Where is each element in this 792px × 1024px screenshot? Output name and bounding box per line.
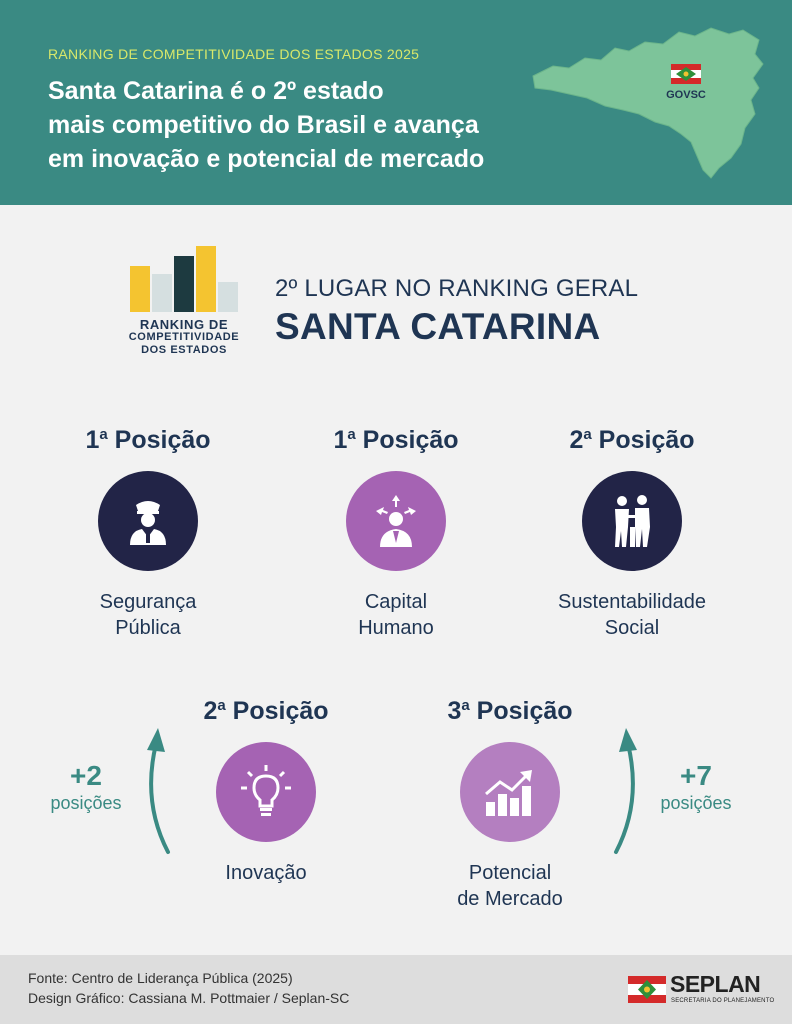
brand-subtitle: SECRETARIA DO PLANEJAMENTO (671, 998, 775, 1004)
design-credit: Design Gráfico: Cassiana M. Pottmaier / Seplan-SC (28, 990, 350, 1006)
bar-chart-logo-icon (128, 244, 240, 314)
logo-bar (174, 256, 194, 312)
brand-name: SEPLAN (670, 971, 761, 997)
logo-bar (218, 282, 238, 312)
category-seguranca-publica (38, 426, 258, 641)
ranking-logo (124, 240, 244, 360)
sc-flag-icon (628, 976, 666, 1003)
category-sustentabilidade-social (522, 426, 742, 641)
header-banner (0, 0, 792, 205)
headline-line: em inovação e potencial de mercado (48, 145, 485, 173)
logo-bar (196, 246, 216, 312)
category-label: Sustentabilidade Social (558, 591, 706, 639)
position-heading: 3$^a$ Posição (447, 697, 573, 725)
people-helping-icon (582, 471, 682, 571)
delta-value: +7 (680, 760, 712, 791)
map-badge: GOVSC (666, 89, 706, 101)
headline-line: Santa Catarina é o 2º estado (48, 77, 384, 105)
logo-line: DOS ESTADOS (141, 344, 227, 356)
category-label: Capital Humano (358, 591, 434, 639)
credits (28, 968, 349, 1008)
logo-line: RANKING DE (139, 317, 229, 332)
headline-line: mais competitivo do Brasil e avança (48, 111, 479, 139)
header-kicker: RANKING DE COMPETITIVIDADE DOS ESTADOS 2025 (48, 46, 420, 62)
inovacao-delta (36, 760, 136, 814)
ranking-subtitle: 2º LUGAR NO RANKING GERAL (275, 275, 639, 302)
category-potencial-de-mercado (400, 697, 620, 912)
mercado-delta (646, 760, 746, 814)
logo-bar (152, 274, 172, 312)
footer (0, 955, 792, 1024)
police-officer-icon (98, 471, 198, 571)
logo-line: COMPETITIVIDADE (128, 331, 240, 343)
logo-text (124, 318, 244, 357)
category-capital-humano (286, 426, 506, 641)
delta-word: posições (50, 793, 122, 813)
category-label: Segurança Pública (99, 591, 197, 639)
position-heading: 2$^a$ Posição (569, 426, 695, 454)
source-credit: Fonte: Centro de Liderança Pública (2025) (28, 970, 293, 986)
position-heading: 1$^a$ Posição (333, 426, 459, 454)
growth-chart-icon (460, 742, 560, 842)
human-capital-icon (346, 471, 446, 571)
sc-flag-icon (671, 64, 701, 84)
category-label: Inovação (225, 862, 307, 884)
santa-catarina-map-icon (505, 18, 775, 188)
position-heading: 1$^a$ Posição (85, 426, 211, 454)
up-arrow-icon (130, 722, 190, 862)
category-label: Potencial de Mercado (457, 862, 563, 910)
ranking-title: SANTA CATARINA (275, 306, 601, 347)
lightbulb-icon (216, 742, 316, 842)
delta-value: +2 (70, 760, 102, 791)
logo-bar (130, 266, 150, 312)
seplan-logo (628, 971, 775, 1007)
delta-word: posições (660, 793, 732, 813)
position-heading: 2$^a$ Posição (203, 697, 329, 725)
